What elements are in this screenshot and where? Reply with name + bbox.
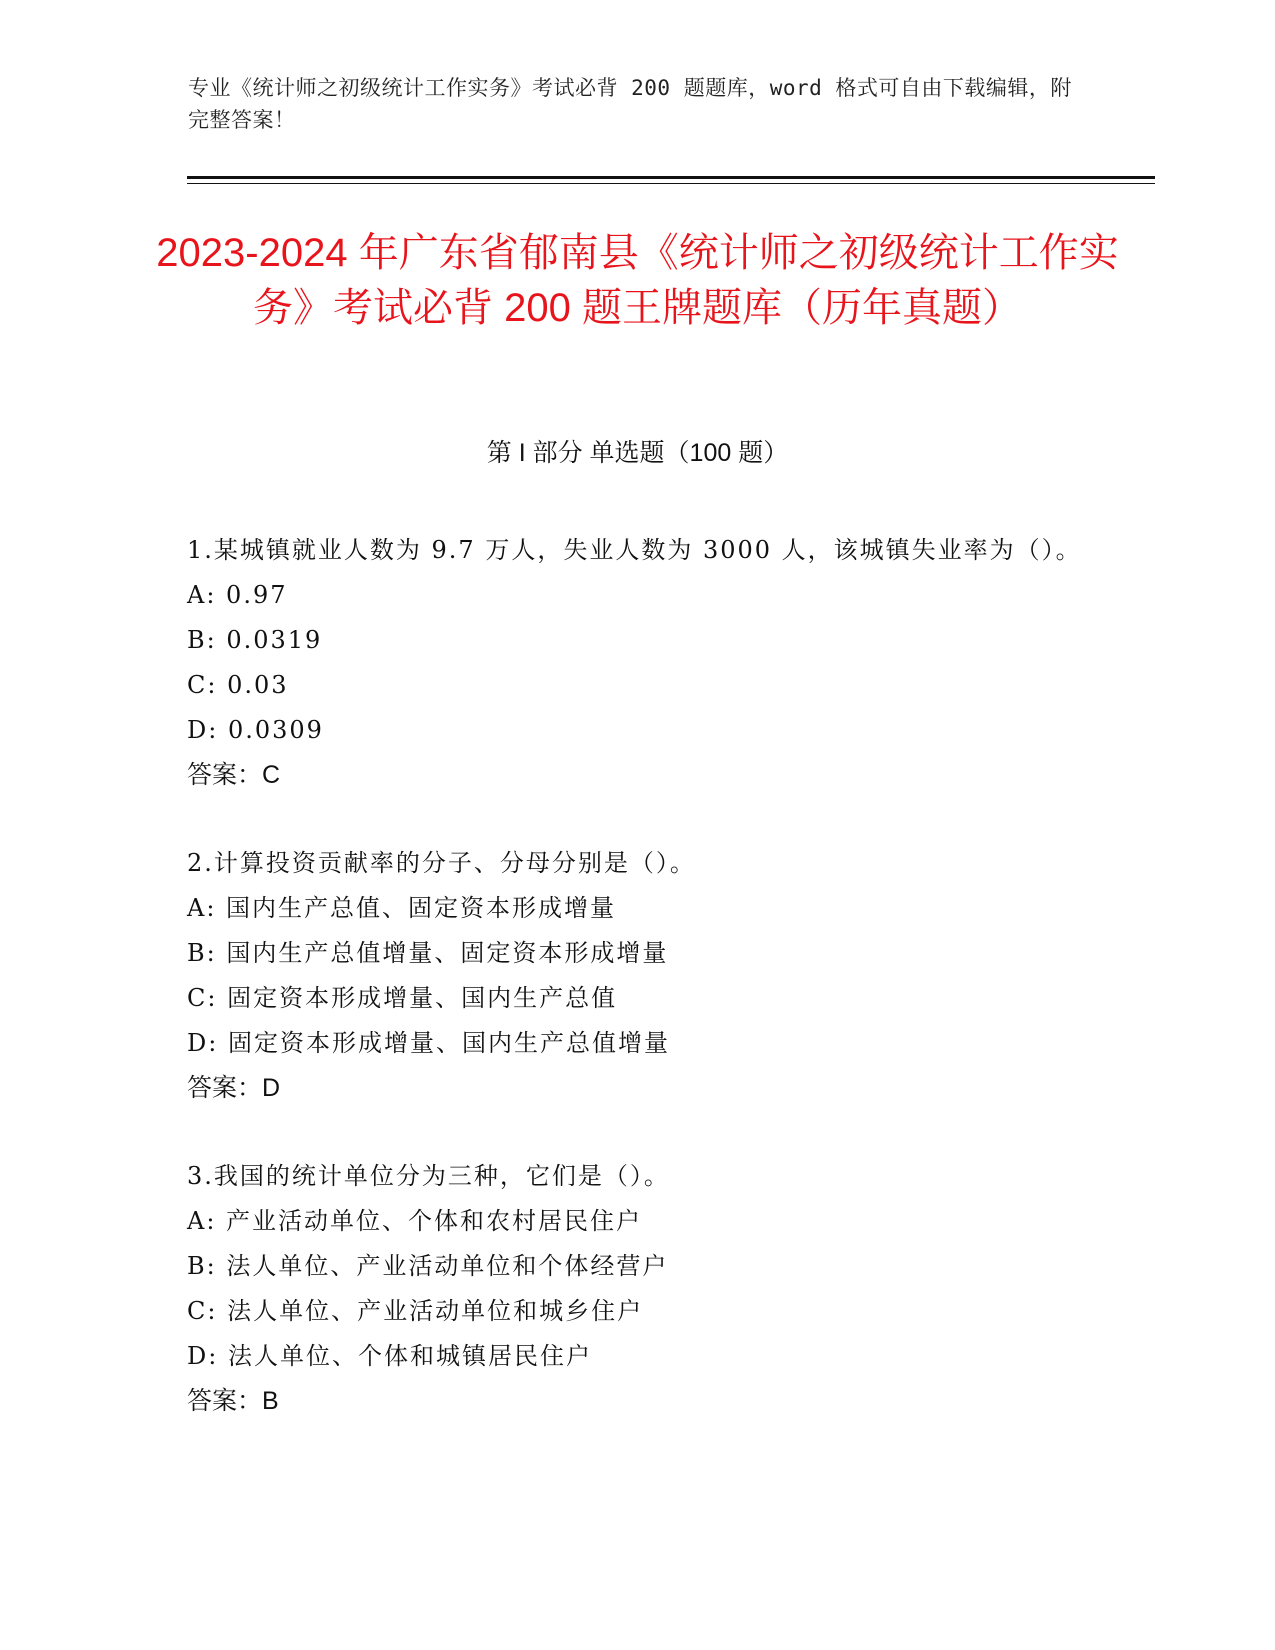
- option-b: B: 0.0319: [187, 626, 323, 654]
- option-b: B: 法人单位、产业活动单位和个体经营户: [187, 1252, 669, 1280]
- question-stem: 2.计算投资贡献率的分子、分母分别是（）。: [187, 849, 696, 877]
- section-title: 第 I 部分 单选题（100 题）: [486, 439, 789, 467]
- question-2: [187, 841, 1087, 1111]
- option-c: C: 固定资本形成增量、国内生产总值: [187, 984, 618, 1012]
- option-d: D: 固定资本形成增量、国内生产总值增量: [187, 1029, 670, 1057]
- option-c: C: 法人单位、产业活动单位和城乡住户: [187, 1297, 644, 1325]
- option-a: A: 国内生产总值、固定资本形成增量: [187, 894, 617, 922]
- question-stem: 1.某城镇就业人数为 9.7 万人，失业人数为 3000 人，该城镇失业率为（）。: [187, 536, 1082, 564]
- document-title: 2023-2024 年广东省郁南县《统计师之初级统计工作实务》考试必背 200 题王牌题库（历年真题）: [156, 231, 1119, 330]
- option-a: A: 0.97: [187, 581, 288, 609]
- question-3: [187, 1154, 1087, 1424]
- option-d: D: 法人单位、个体和城镇居民住户: [187, 1342, 592, 1370]
- answer: 答案：B: [187, 1387, 279, 1415]
- question-stem: 3.我国的统计单位分为三种，它们是（）。: [187, 1162, 670, 1190]
- option-c: C: 0.03: [187, 671, 289, 699]
- question-list: [187, 528, 1087, 1467]
- question-1: [187, 528, 1087, 798]
- header-note: 专业《统计师之初级统计工作实务》考试必背 200 题题库，word 格式可自由下载编辑，附完整答案！: [188, 76, 1072, 132]
- header-divider-thin: [187, 183, 1155, 184]
- answer: 答案：C: [187, 761, 281, 789]
- option-a: A: 产业活动单位、个体和农村居民住户: [187, 1207, 643, 1235]
- header-divider-thick: [187, 176, 1155, 179]
- answer: 答案：D: [187, 1074, 281, 1102]
- option-b: B: 国内生产总值增量、固定资本形成增量: [187, 939, 669, 967]
- option-d: D: 0.0309: [187, 716, 324, 744]
